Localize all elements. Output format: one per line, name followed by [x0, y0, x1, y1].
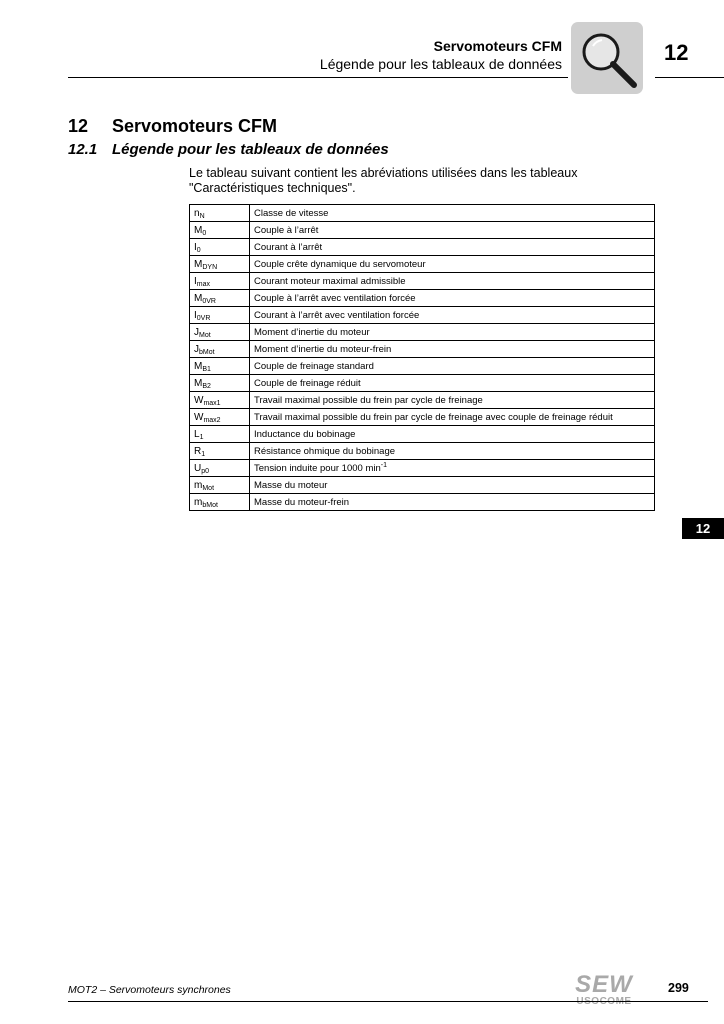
section-title: Servomoteurs CFM [112, 116, 278, 136]
legend-table [189, 204, 655, 511]
table-row [190, 256, 655, 273]
chapter-number: 12 [664, 40, 689, 65]
symbol-base: m [194, 479, 203, 491]
symbol-cell [190, 239, 250, 256]
symbol-subscript: B2 [202, 382, 211, 390]
chapter-rule [655, 77, 724, 78]
table-row [190, 273, 655, 290]
table-row [190, 392, 655, 409]
description-text: Couple de freinage standard [254, 360, 374, 372]
description-text: Masse du moteur [254, 479, 328, 491]
symbol-cell [190, 273, 250, 290]
symbol-base: I [194, 309, 197, 321]
description-cell [250, 375, 655, 392]
symbol-cell [190, 256, 250, 273]
table-row [190, 290, 655, 307]
symbol-cell [190, 494, 250, 511]
symbol-base: M [194, 377, 203, 389]
legend-table-body [190, 205, 655, 511]
footer-text: MOT2 – Servomoteurs synchrones [68, 984, 231, 996]
symbol-cell [190, 443, 250, 460]
symbol-cell [190, 392, 250, 409]
table-row [190, 460, 655, 477]
symbol-cell [190, 205, 250, 222]
table-row [190, 239, 655, 256]
table-row [190, 341, 655, 358]
table-row [190, 409, 655, 426]
description-text: Courant à l’arrêt avec ventilation forcée [254, 309, 420, 321]
symbol-subscript: Mot [202, 484, 215, 492]
symbol-cell [190, 426, 250, 443]
symbol-base: J [194, 326, 199, 338]
symbol-subscript: 1 [199, 433, 204, 441]
description-cell [250, 290, 655, 307]
page-number: 299 [668, 981, 689, 995]
symbol-subscript: max1 [203, 399, 221, 407]
header-subtitle: Légende pour les tableaux de données [319, 56, 562, 72]
footer-rule [68, 1001, 708, 1002]
description-cell [250, 341, 655, 358]
symbol-base: n [194, 207, 200, 219]
description-text: Moment d’inertie du moteur-frein [254, 343, 392, 355]
magnifier-icon [571, 22, 643, 94]
description-text: Couple de freinage réduit [254, 377, 361, 389]
table-row [190, 324, 655, 341]
description-text: Couple crête dynamique du servomoteur [254, 258, 426, 270]
symbol-subscript: 0VR [196, 314, 211, 322]
symbol-base: J [194, 343, 199, 355]
description-cell [250, 443, 655, 460]
symbol-cell [190, 460, 250, 477]
description-cell [250, 307, 655, 324]
symbol-subscript: B1 [202, 365, 211, 373]
symbol-cell [190, 375, 250, 392]
symbol-subscript: p0 [201, 467, 210, 475]
symbol-cell [190, 307, 250, 324]
table-row [190, 477, 655, 494]
symbol-base: R [194, 445, 202, 457]
section-number: 12 [68, 116, 89, 136]
description-cell [250, 358, 655, 375]
symbol-base: I [194, 241, 197, 253]
description-cell [250, 324, 655, 341]
description-cell [250, 222, 655, 239]
intro-paragraph: Le tableau suivant contient les abréviations utilisées dans les tableaux "Caractéristiques techniques". [189, 166, 578, 195]
chapter-icon-box [571, 22, 643, 94]
description-text: Couple à l’arrêt [254, 224, 319, 236]
description-cell [250, 392, 655, 409]
description-text: Travail maximal possible du frein par cycle de freinage [254, 394, 483, 406]
symbol-subscript: 0 [202, 229, 207, 237]
subsection-title: Légende pour les tableaux de données [112, 141, 389, 158]
symbol-subscript: max [196, 280, 211, 288]
symbol-cell [190, 290, 250, 307]
table-row [190, 426, 655, 443]
table-row [190, 358, 655, 375]
description-cell [250, 426, 655, 443]
symbol-subscript: 0 [196, 246, 201, 254]
description-cell [250, 205, 655, 222]
table-row [190, 205, 655, 222]
symbol-cell [190, 324, 250, 341]
symbol-subscript: N [199, 212, 205, 220]
description-text: Tension induite pour 1000 min [254, 462, 381, 474]
symbol-base: M [194, 224, 203, 236]
description-text: Masse du moteur-frein [254, 496, 350, 508]
symbol-subscript: max2 [203, 416, 221, 424]
symbol-base: W [194, 394, 204, 406]
description-text: Inductance du bobinage [254, 428, 356, 440]
description-cell [250, 460, 655, 477]
symbol-base: I [194, 275, 197, 287]
symbol-base: M [194, 360, 203, 372]
chapter-side-tab: 12 [682, 518, 724, 539]
symbol-subscript: Mot [199, 331, 211, 339]
symbol-base: W [194, 411, 204, 423]
subsection-number: 12.1 [68, 141, 98, 158]
header-rule [68, 77, 568, 78]
description-text: Couple à l’arrêt avec ventilation forcée [254, 292, 416, 304]
symbol-cell [190, 409, 250, 426]
table-row [190, 222, 655, 239]
table-row [190, 307, 655, 324]
symbol-subscript: 0VR [202, 297, 216, 305]
symbol-subscript: bMot [199, 348, 215, 356]
header-title: Servomoteurs CFM [433, 38, 562, 54]
symbol-base: M [194, 292, 203, 304]
description-cell [250, 409, 655, 426]
description-superscript: -1 [380, 461, 387, 469]
description-text: Courant à l’arrêt [254, 241, 323, 253]
logo-main-text: SEW [575, 971, 633, 998]
description-text: Moment d’inertie du moteur [254, 326, 370, 338]
table-row [190, 375, 655, 392]
description-cell [250, 256, 655, 273]
description-text: Travail maximal possible du frein par cycle de freinage avec couple de freinage réduit [254, 411, 613, 423]
symbol-cell [190, 341, 250, 358]
symbol-cell [190, 358, 250, 375]
description-text: Classe de vitesse [254, 207, 329, 219]
table-row [190, 494, 655, 511]
description-text: Courant moteur maximal admissible [254, 275, 406, 287]
symbol-base: M [194, 258, 203, 270]
description-cell [250, 477, 655, 494]
symbol-subscript: bMot [202, 501, 218, 509]
symbol-base: m [194, 496, 203, 508]
symbol-cell [190, 477, 250, 494]
symbol-base: U [194, 462, 202, 474]
sew-logo [566, 973, 642, 1011]
description-cell [250, 494, 655, 511]
logo-sub-text: USOCOME [576, 996, 632, 1007]
table-row [190, 443, 655, 460]
symbol-subscript: DYN [202, 263, 218, 271]
symbol-subscript: 1 [201, 450, 206, 458]
description-cell [250, 239, 655, 256]
description-text: Résistance ohmique du bobinage [254, 445, 396, 457]
symbol-base: L [194, 428, 200, 440]
symbol-cell [190, 222, 250, 239]
description-cell [250, 273, 655, 290]
